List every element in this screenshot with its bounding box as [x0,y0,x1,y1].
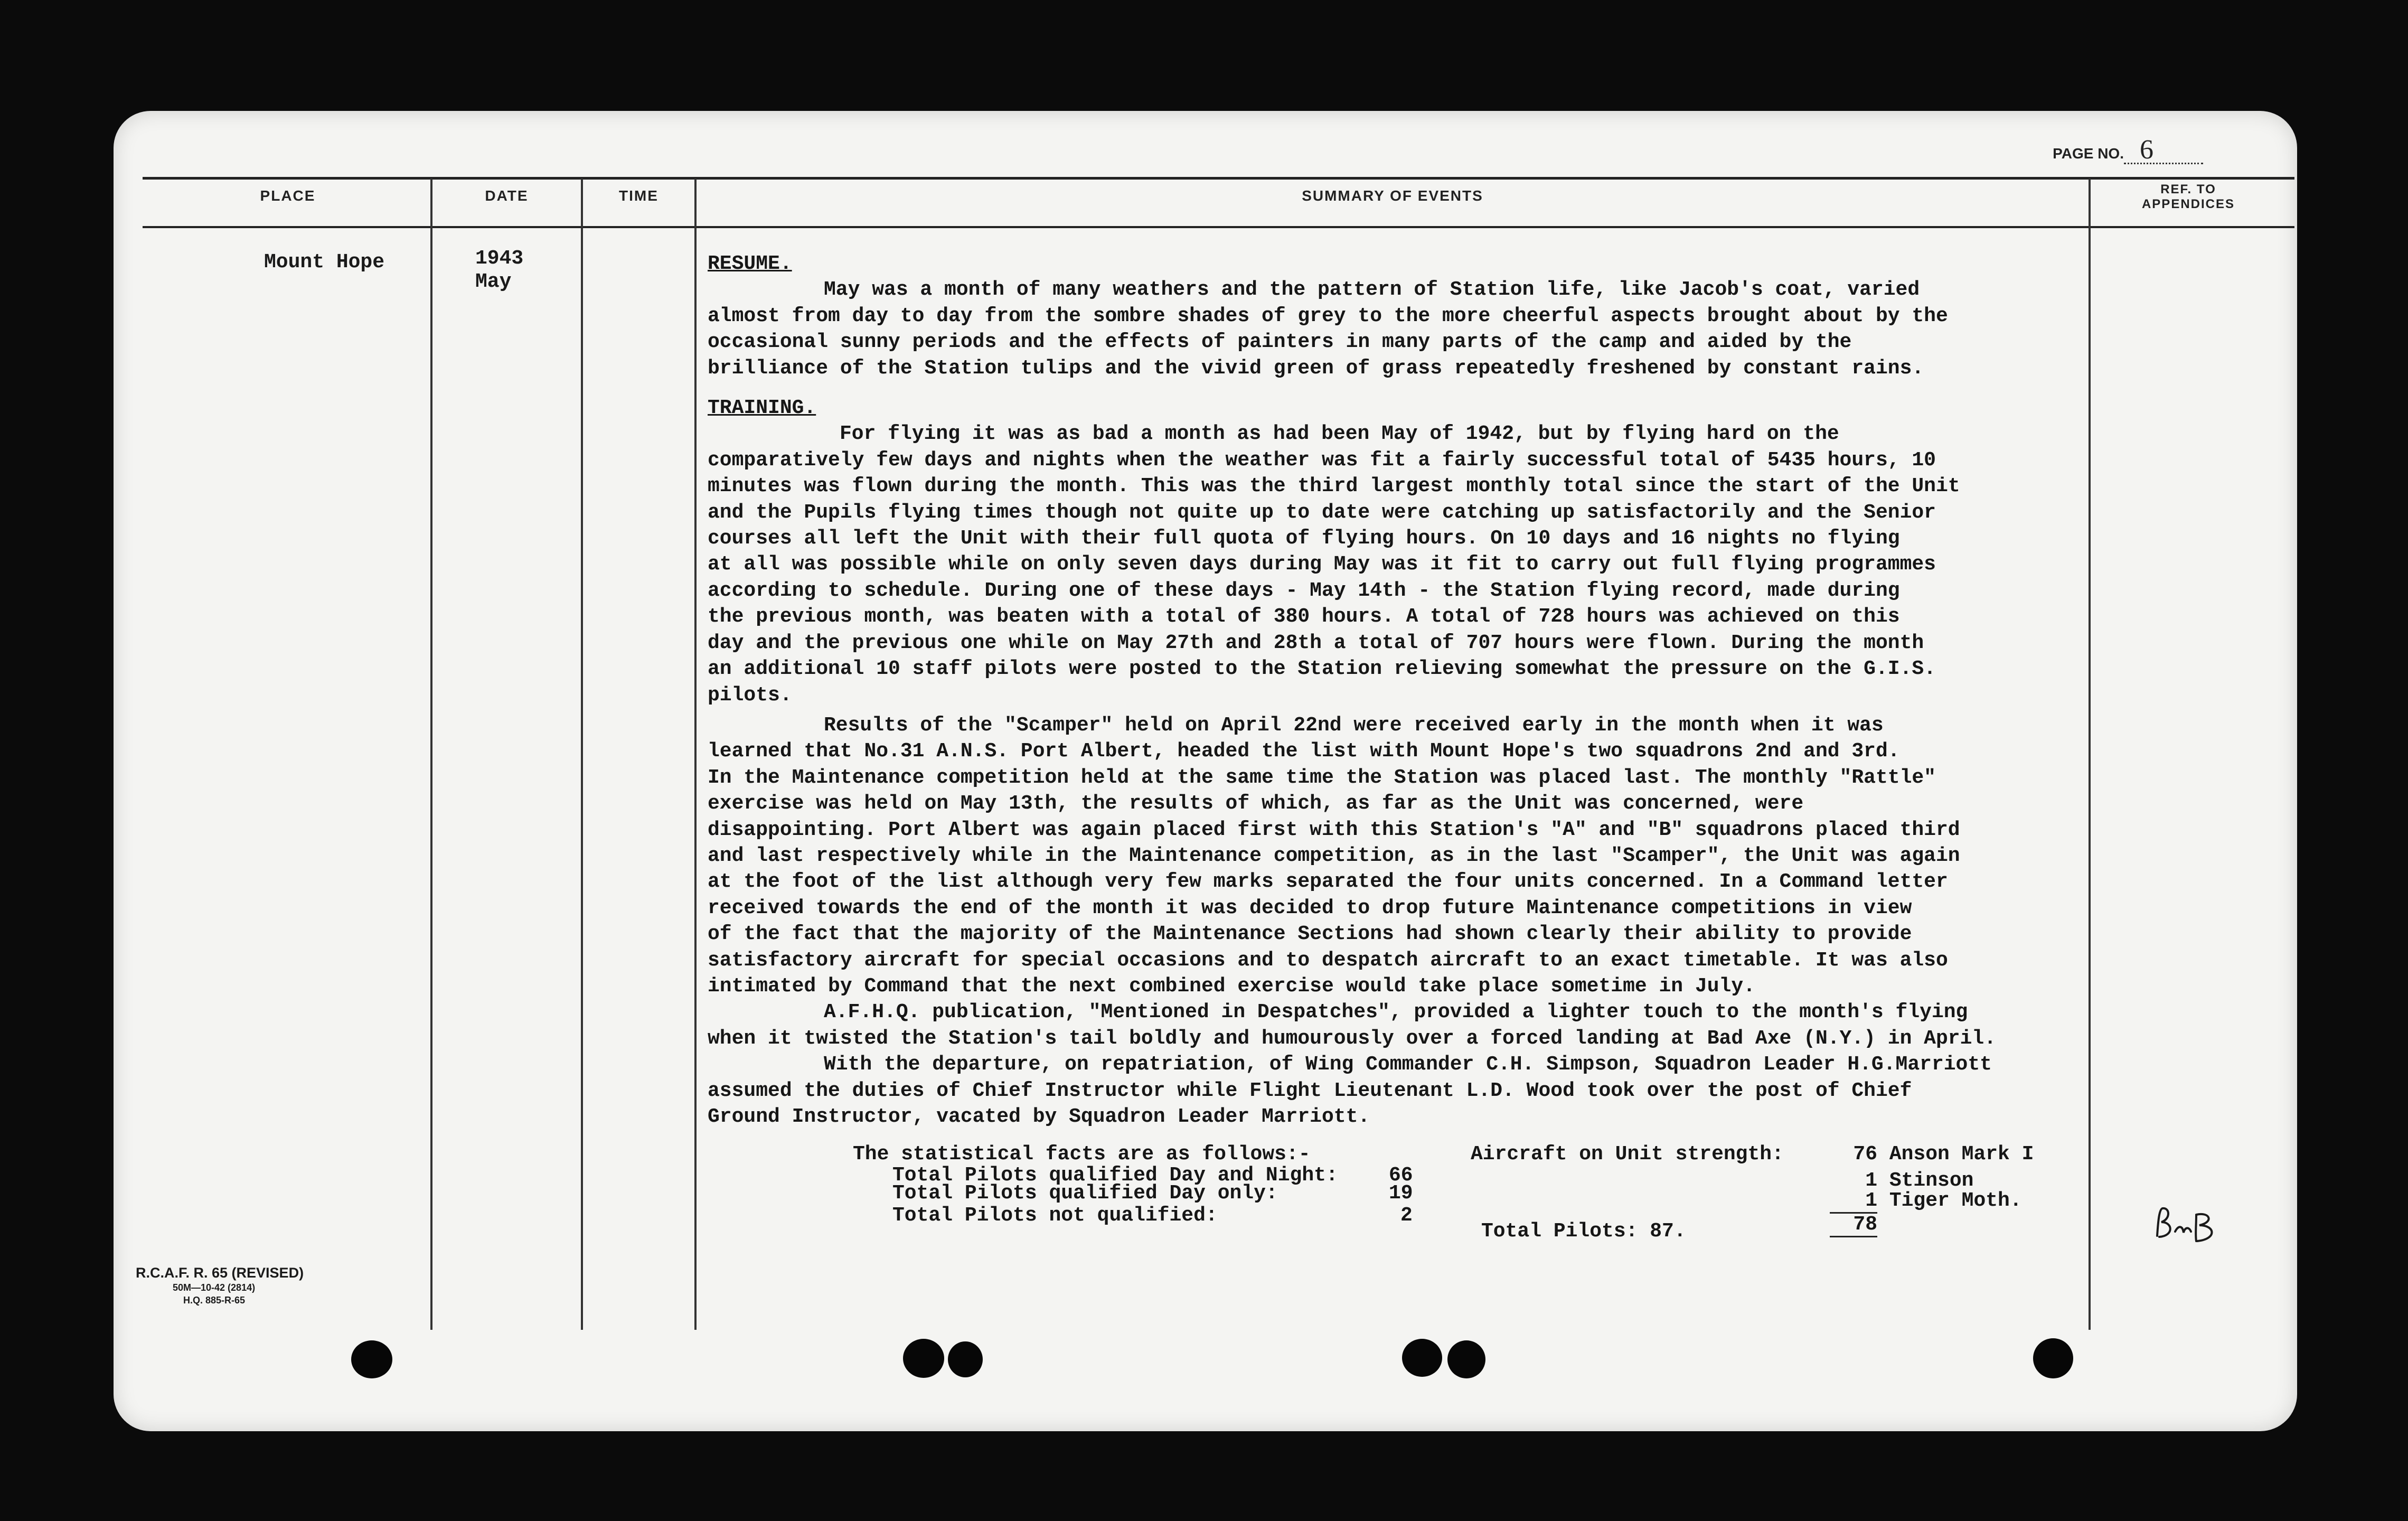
stat-row [892,1182,1452,1205]
aircraft-count: 1 [1865,1169,1877,1192]
aircraft-count: 1 [1830,1190,1877,1214]
header-ref-appendices [2091,182,2286,212]
header-ref-line2: APPENDICES [2141,197,2235,211]
header-top-rule [143,177,2294,180]
entry-month: May [475,270,512,293]
binder-hole [903,1339,944,1378]
total-pilots: Total Pilots: 87. [1481,1220,1686,1243]
stat-label: Total Pilots not qualified: [892,1204,1218,1227]
statistics-intro: The statistical facts are as follows:- [853,1143,1311,1166]
summary-of-events [708,251,2228,1130]
header-ref-line1: REF. TO [2160,182,2216,196]
stat-value: 2 [1400,1204,1413,1227]
stat-value: 19 [1389,1182,1413,1205]
stat-row [892,1205,1452,1227]
header-date: DATE [485,187,529,204]
header-time: TIME [619,187,659,204]
aircraft-type: Anson Mark I [1889,1143,2034,1166]
aircraft-row [1830,1190,2041,1214]
aircraft-type: Tiger Moth. [1889,1189,2022,1212]
aircraft-strength-label: Aircraft on Unit strength: [1471,1143,1784,1166]
entry-date [475,247,523,294]
aircraft-total: 78 [1830,1214,1877,1237]
binder-hole [1402,1339,1442,1377]
column-divider-date-time [581,179,583,1330]
binder-hole [351,1340,392,1378]
header-summary: SUMMARY OF EVENTS [1302,187,1483,204]
page-number [2053,137,2203,164]
resume-paragraph: May was a month of many weathers and the pattern of Station life, like Jacob's coat, varied almost from day to day from the sombre shades of grey to the more cheerful aspects brought about by the occasional sunny periods and the effects of painters in many parts of the camp and aided by the brilliance of the Station tulips and the vivid green of grass repeatedly freshened by constant rains. [708,278,1948,380]
entry-place: Mount Hope [264,251,385,274]
training-paragraph-1: For flying it was as bad a month as had been May of 1942, but by flying hard on the comparatively few days and nights when the weather was fit a fairly successful total of 5435 hours, 10 minutes was flown during the month. This was the third largest monthly total since the start of the Unit and the Pupils flying times though not quite up to date were catching up satisfactorily and the Senior courses all left the Unit with their full quota of flying hours. On 10 days and 16 nights no flying at all was possible while on only seven days during May was it fit to carry out full flying programmes according to schedule. During one of these days - May 14th - the Station flying record, made during the previous month, was beaten with a total of 380 hours. A total of 728 hours was achieved on this day and the previous one while on May 27th and 28th a total of 707 hours were flown. During the month an additional 10 staff pilots were posted to the Station relieving somewhat the pressure on the G.I.S. pilots. [708,422,1960,707]
stat-label: Total Pilots qualified Day only: [892,1182,1278,1205]
print-line-2: H.Q. 885-R-65 [183,1295,246,1306]
print-line-1: 50M—10-42 (2814) [173,1282,256,1293]
stat-value: 66 [1389,1164,1413,1187]
form-footer [136,1265,304,1307]
stat-label: Total Pilots qualified Day and Night: [892,1164,1338,1187]
form-id: R.C.A.F. R. 65 (REVISED) [136,1265,304,1281]
page-number-value: 6 [2124,137,2203,164]
training-paragraph-3: A.F.H.Q. publication, "Mentioned in Despatches", provided a lighter touch to the month's flying when it twisted the Station's tail boldly and humourously over a forced landing at Bad Axe (N.Y.) in April. [708,1001,1996,1050]
pilot-statistics [892,1165,1452,1227]
training-paragraph-2: Results of the "Scamper" held on April 22nd were received early in the month when it was learned that No.31 A.N.S. Port Albert, headed the list with Mount Hope's two squadrons 2nd and 3rd. In the Maintenance competition held at the same time the Station was placed last. The monthly "Rattle" exercise was held on May 13th, the results of which, as far as the Unit was concerned, were disappointing. Port Albert was again placed first with this Station's "A" and "B" squadrons placed third and last respectively while in the Maintenance competition, as in the last "Scamper", the Unit was again at the foot of the list although very few marks separated the four units concerned. In a Command letter received towards the end of the month it was decided to drop future Maintenance competitions in view of the fact that the majority of the Maintenance Sections had shown clearly their ability to provide satisfactory aircraft for special occasions and to despatch aircraft to an exact timetable. It was also intimated by Command that the next combined exercise would take place sometime in July. [708,713,1960,998]
resume-heading: RESUME. [708,252,792,275]
diary-sheet [114,111,2297,1431]
binder-hole [948,1341,983,1377]
training-heading: TRAINING. [708,397,816,420]
aircraft-row [1830,1143,2041,1166]
column-divider-place-date [430,179,432,1330]
aircraft-count: 76 [1853,1143,1877,1166]
binder-hole [2033,1338,2073,1378]
header-place: PLACE [260,187,316,204]
aircraft-type: Stinson [1889,1169,1974,1192]
column-divider-time-summary [694,179,697,1330]
aircraft-list [1830,1143,2041,1237]
binder-hole [1447,1340,1485,1378]
header-bottom-rule [143,226,2294,228]
entry-year: 1943 [475,247,524,270]
aircraft-total-row [1830,1214,2041,1237]
aircraft-row [1830,1170,2041,1192]
training-paragraph-4: With the departure, on repatriation, of Wing Commander C.H. Simpson, Squadron Leader H.G.Marriott assumed the duties of Chief Instructor while Flight Lieutenant L.D. Wood took over the post of Chief Ground Instructor, vacated by Squadron Leader Marriott. [708,1053,1992,1128]
handwritten-initials [2152,1204,2226,1246]
page-number-label: PAGE NO. [2053,145,2124,162]
